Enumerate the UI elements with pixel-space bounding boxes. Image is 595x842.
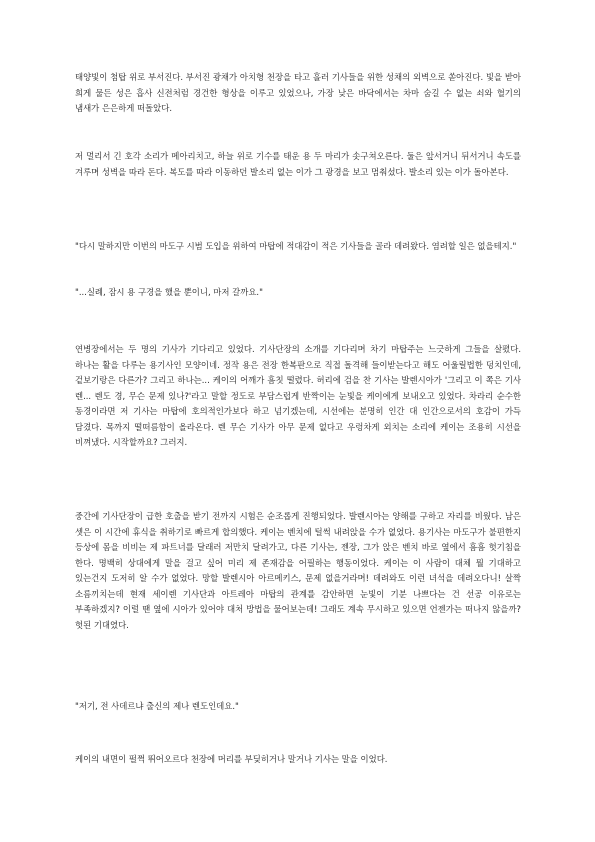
paragraph-6: 중간에 기사단장이 급한 호출을 받기 전까지 시험은 순조롭게 진행되었다. 발렌시아는 양해를 구하고 자리를 비웠다. 남은 셋은 이 시간에 휴식을 취하기로 빠르게 합의했다. 케이는 벤치에 털썩 내려앉을 수가 없었다. 용기사는 마도구가 불편한지 등상에 몸을 비비는 제 파트너를 달래러 저만치 달려가고, 다른 기사는, 젠장, 그가 앉은 벤치 바로 옆에서 흠흠 헛기침을 한다. 명백히 상대에게 말을 걸고 싶어 미리 제 존재감을 어필하는 행동이었다. 케이는 이 사람이 대체 뭘 기대하고 있는건지 도저히 알 수가 없었다. 망할 발렌시아 아르메키스, 문제 없을거라며! 데려와도 이런 녀석을 데려오다니! 살짝 소름끼치는데 현재 세이렌 기사단과 아트레아 마탑의 관계를 감안하면 눈빛이 기분 나쁘다는 건 선공 이유로는 부족하겠지? 이럴 땐 옆에 시아가 있어야 대처 방법을 물어보는데! 그래도 계속 무시하고 있으면 언젠가는 떠나지 않을까? 헛된 기대였다. — [75, 511, 521, 630]
paragraph-3: "다시 말하지만 이번의 마도구 시범 도입을 위하여 마탑에 적대감이 적은 기사들을 골라 데려왔다. 염려할 일은 없을테지." — [75, 241, 517, 251]
paragraph-2: 저 멀리서 긴 호각 소리가 메아리치고, 하늘 위로 기수를 태운 용 두 마리가 솟구쳐오른다. 둘은 앞서거니 뒤서거니 속도를 겨루며 성벽을 따라 돈다. 복도를 따라 이동하던 발소리 없는 이가 그 광경을 보고 멈춰섰다. 발소리 있는 이가 돌아본다. — [75, 151, 521, 177]
paragraph-5: 연병장에서는 두 명의 기사가 기다리고 있었다. 기사단장의 소개를 기다리며 차기 마탑주는 느긋하게 그들을 살폈다. 하나는 활을 다루는 용기사인 모양이네. 정작 용은 전장 한복판으로 직접 돌격해 들이받는다고 해도 어울릴법한 덩치인데, 겉보기랑은 다른가? 그리고 하나는... 케이의 어깨가 흠칫 떨렸다. 허리에 검을 찬 기사는 발렌시아가 '그리고 이 쪽은 기사 렌... 렌도 경, 무슨 문제 있나?'라고 말할 정도로 부담스럽게 반짝이는 눈빛을 케이에게 보내오고 있었다. 차라리 순수한 동경이라면 저 기사는 마탑에 호의적인가보다 하고 넘기겠는데, 시선에는 분명히 인간 대 인간으로서의 호감이 가득 담겼다. 목까지 떨떠름함이 올라온다. 렌 무슨 기사가 아무 문제 없다고 우렁차게 외치는 소리에 케이는 조용히 시선을 비껴냈다. 시작할까요? 그러지. — [75, 344, 521, 447]
paragraph-1: 태양빛이 첨탑 위로 부서진다. 부서진 광채가 아치형 천장을 타고 흘러 기사들을 위한 성채의 외벽으로 쏟아진다. 빛을 받아 희게 물든 성은 흡사 신전처럼 경건한 형상을 이루고 있었으나, 가장 낮은 바닥에서는 차마 숨길 수 없는 쇠와 혈기의 냄새가 은은하게 떠돌았다. — [75, 72, 521, 113]
paragraph-8: 케이의 내면이 펄쩍 뛰어오르다 천장에 머리를 부딪히거나 말거나 기사는 말을 이었다. — [75, 754, 388, 764]
paragraph-4: "...실례, 잠시 용 구경을 했을 뿐이니, 마저 갈까요." — [75, 287, 263, 297]
paragraph-7: "저기, 전 사데르냐 출신의 제나 렌도인데요." — [75, 701, 239, 711]
